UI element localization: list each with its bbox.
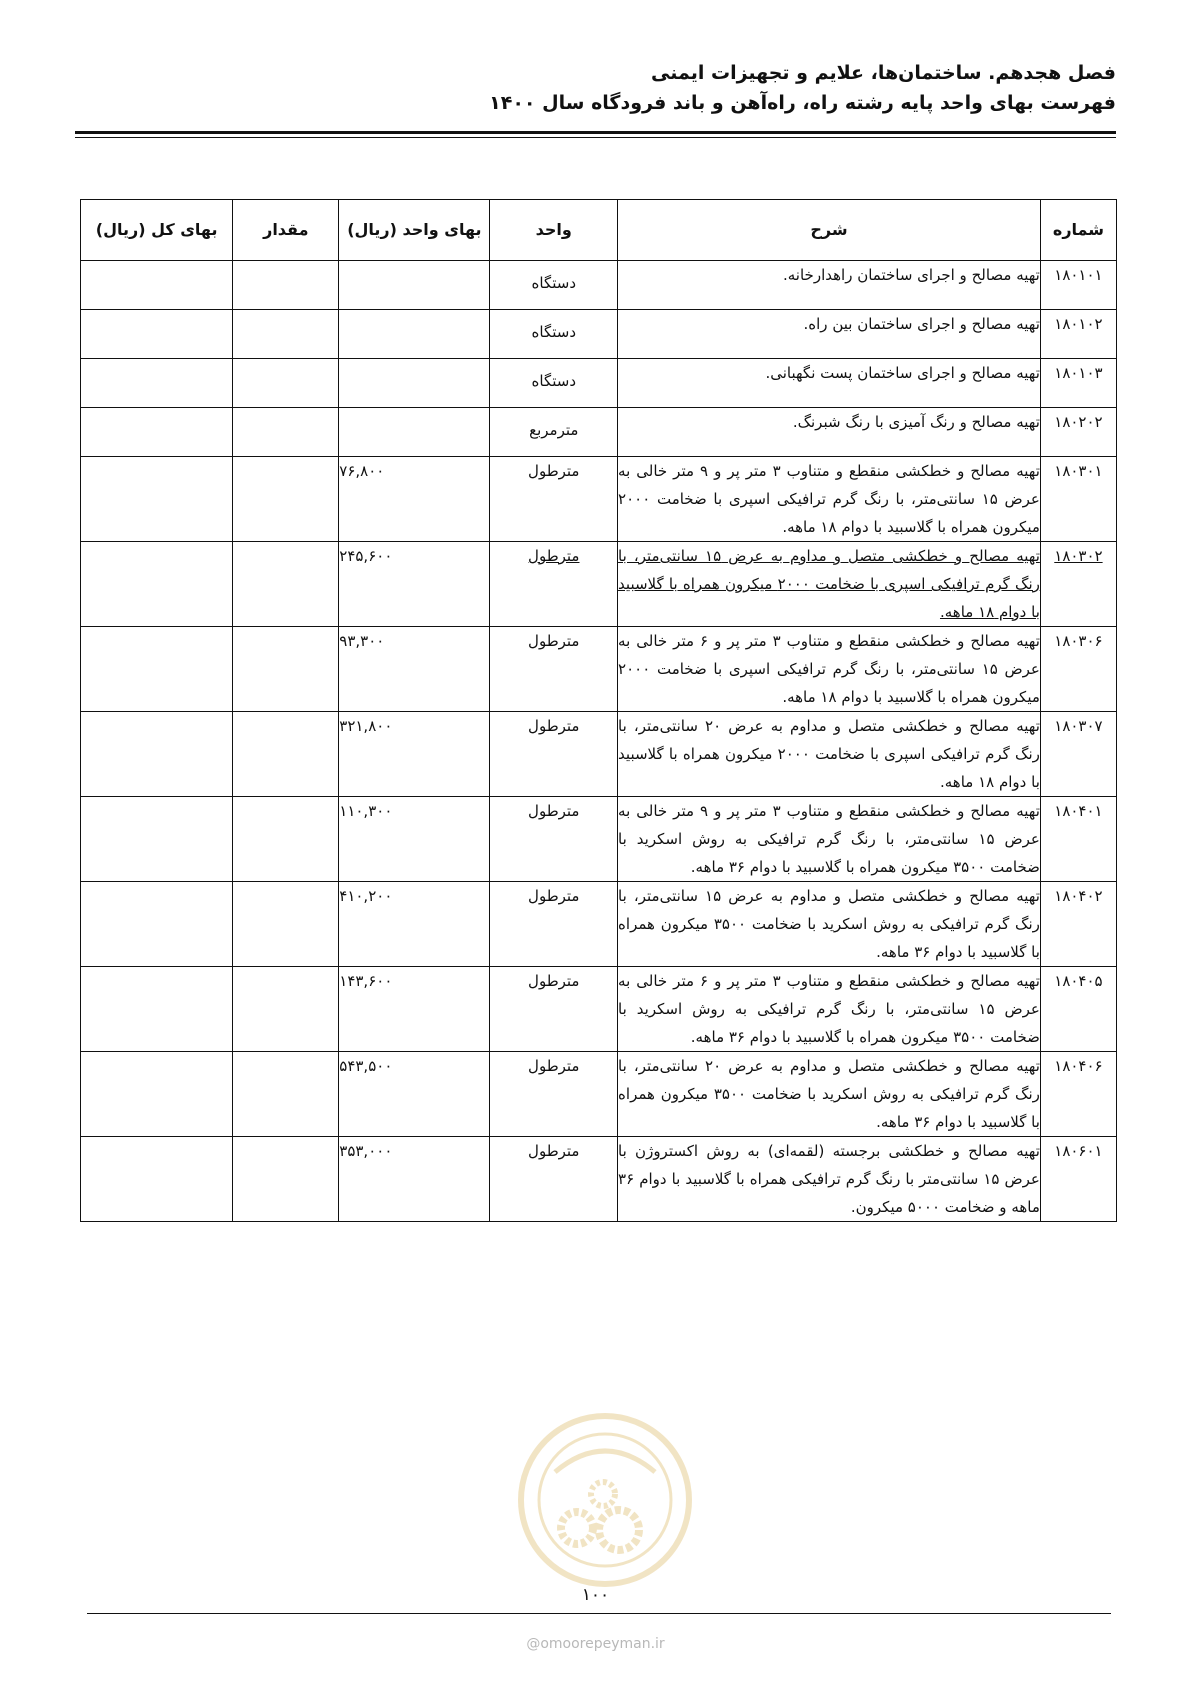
row-quantity: [233, 1137, 339, 1222]
row-description: تهیه مصالح و خطکشی منقطع و متناوب ۳ متر پر و ۹ متر خالی به عرض ۱۵ سانتی‌متر، با رنگ گرم ترافیکی به روش اسکرید با ضخامت ۳۵۰۰ میکرون همراه با گلاسبید با دوام ۳۶ ماهه.: [618, 797, 1041, 882]
table-row: [81, 627, 1117, 712]
row-description: تهیه مصالح و خطکشی برجسته (لقمه‌ای) به روش اکستروژن با عرض ۱۵ سانتی‌متر با رنگ گرم ترافیکی همراه با گلاسبید با دوام ۳۶ ماهه و ضخامت ۵۰۰۰ میکرون.: [618, 1137, 1041, 1222]
table-row: [81, 797, 1117, 882]
row-quantity: [233, 359, 339, 408]
row-unit-price: [339, 408, 490, 457]
row-total-price: [81, 882, 233, 967]
row-quantity: [233, 712, 339, 797]
row-description: تهیه مصالح و اجرای ساختمان بین راه.: [618, 310, 1041, 359]
row-code: ۱۸۰۳۰۶: [1040, 627, 1116, 712]
row-total-price: [81, 310, 233, 359]
row-quantity: [233, 627, 339, 712]
row-unit: مترطول: [490, 967, 618, 1052]
row-unit-price: ۱۴۳,۶۰۰: [339, 967, 490, 1052]
row-description: تهیه مصالح و اجرای ساختمان راهدارخانه.: [618, 261, 1041, 310]
list-title: فهرست بهای واحد پایه رشته راه، راه‌آهن و باند فرودگاه سال ۱۴۰۰: [489, 92, 1116, 114]
column-header-unit: واحد: [490, 200, 618, 261]
row-unit: مترطول: [490, 542, 618, 627]
row-unit-price: ۱۱۰,۳۰۰: [339, 797, 490, 882]
row-unit-price: ۵۴۳,۵۰۰: [339, 1052, 490, 1137]
row-unit-price: ۳۲۱,۸۰۰: [339, 712, 490, 797]
website-watermark: @omoorepeyman.ir: [526, 1636, 665, 1652]
row-code: ۱۸۰۳۰۲: [1040, 542, 1116, 627]
row-unit: مترطول: [490, 457, 618, 542]
row-code: ۱۸۰۱۰۳: [1040, 359, 1116, 408]
row-description: تهیه مصالح و رنگ آمیزی با رنگ شبرنگ.: [618, 408, 1041, 457]
footer-rule: [87, 1613, 1111, 1614]
table-row: [81, 261, 1117, 310]
row-unit-price: ۷۶,۸۰۰: [339, 457, 490, 542]
table-row: [81, 310, 1117, 359]
row-code: ۱۸۰۴۰۶: [1040, 1052, 1116, 1137]
row-unit-price: ۹۳,۳۰۰: [339, 627, 490, 712]
price-table: [80, 199, 1117, 1222]
row-unit: مترطول: [490, 627, 618, 712]
row-description: تهیه مصالح و خطکشی متصل و مداوم به عرض ۱۵ سانتی‌متر، با رنگ گرم ترافیکی اسپری با ضخامت ۲۰۰۰ میکرون همراه با گلاسبید با دوام ۱۸ ماهه.: [618, 542, 1041, 627]
table-row: [81, 408, 1117, 457]
row-unit: مترطول: [490, 797, 618, 882]
row-total-price: [81, 457, 233, 542]
page-number: ۱۰۰: [581, 1585, 610, 1605]
row-quantity: [233, 797, 339, 882]
row-code: ۱۸۰۴۰۲: [1040, 882, 1116, 967]
row-total-price: [81, 542, 233, 627]
row-total-price: [81, 261, 233, 310]
row-quantity: [233, 408, 339, 457]
row-total-price: [81, 967, 233, 1052]
row-description: تهیه مصالح و خطکشی منقطع و متناوب ۳ متر پر و ۶ متر خالی به عرض ۱۵ سانتی‌متر، با رنگ گرم ترافیکی به روش اسکرید با ضخامت ۳۵۰۰ میکرون همراه با گلاسبید با دوام ۳۶ ماهه.: [618, 967, 1041, 1052]
row-description: تهیه مصالح و خطکشی متصل و مداوم به عرض ۲۰ سانتی‌متر، با رنگ گرم ترافیکی اسپری با ضخامت ۲۰۰۰ میکرون همراه با گلاسبید با دوام ۱۸ ماهه.: [618, 712, 1041, 797]
header-rule-thick: [75, 131, 1116, 134]
row-quantity: [233, 261, 339, 310]
row-quantity: [233, 542, 339, 627]
row-unit-price: ۳۵۳,۰۰۰: [339, 1137, 490, 1222]
row-unit: مترطول: [490, 712, 618, 797]
row-total-price: [81, 797, 233, 882]
row-code: ۱۸۰۴۰۵: [1040, 967, 1116, 1052]
row-unit: دستگاه: [490, 261, 618, 310]
row-unit-price: ۲۴۵,۶۰۰: [339, 542, 490, 627]
row-quantity: [233, 457, 339, 542]
column-header-total-price: بهای کل (ریال): [81, 200, 233, 261]
row-description: تهیه مصالح و خطکشی منقطع و متناوب ۳ متر پر و ۹ متر خالی به عرض ۱۵ سانتی‌متر، با رنگ گرم ترافیکی اسپری با ضخامت ۲۰۰۰ میکرون همراه با گلاسبید با دوام ۱۸ ماهه.: [618, 457, 1041, 542]
row-description: تهیه مصالح و خطکشی متصل و مداوم به عرض ۱۵ سانتی‌متر، با رنگ گرم ترافیکی به روش اسکرید با ضخامت ۳۵۰۰ میکرون همراه با گلاسبید با دوام ۳۶ ماهه.: [618, 882, 1041, 967]
row-unit: مترطول: [490, 882, 618, 967]
row-unit-price: [339, 310, 490, 359]
column-header-description: شرح: [618, 200, 1041, 261]
row-unit-price: [339, 359, 490, 408]
row-description: تهیه مصالح و خطکشی متصل و مداوم به عرض ۲۰ سانتی‌متر، با رنگ گرم ترافیکی به روش اسکرید با ضخامت ۳۵۰۰ میکرون همراه با گلاسبید با دوام ۳۶ ماهه.: [618, 1052, 1041, 1137]
page-header: [75, 58, 1116, 118]
table-row: [81, 359, 1117, 408]
table-row: [81, 542, 1117, 627]
row-total-price: [81, 359, 233, 408]
row-unit: مترطول: [490, 1137, 618, 1222]
row-unit: مترطول: [490, 1052, 618, 1137]
row-total-price: [81, 627, 233, 712]
row-code: ۱۸۰۲۰۲: [1040, 408, 1116, 457]
row-unit: مترمربع: [490, 408, 618, 457]
row-quantity: [233, 882, 339, 967]
row-total-price: [81, 1052, 233, 1137]
row-code: ۱۸۰۳۰۱: [1040, 457, 1116, 542]
table-row: [81, 457, 1117, 542]
table-row: [81, 967, 1117, 1052]
table-row: [81, 1052, 1117, 1137]
table-row: [81, 1137, 1117, 1222]
row-total-price: [81, 408, 233, 457]
row-description: تهیه مصالح و اجرای ساختمان پست نگهبانی.: [618, 359, 1041, 408]
header-rule-thin: [75, 137, 1116, 138]
row-quantity: [233, 967, 339, 1052]
row-code: ۱۸۰۳۰۷: [1040, 712, 1116, 797]
row-total-price: [81, 1137, 233, 1222]
table-row: [81, 712, 1117, 797]
row-code: ۱۸۰۴۰۱: [1040, 797, 1116, 882]
row-quantity: [233, 310, 339, 359]
table-header-row: [81, 200, 1117, 261]
table-row: [81, 882, 1117, 967]
chapter-title: فصل هجدهم. ساختمان‌ها، علایم و تجهیزات ایمنی: [651, 62, 1116, 84]
row-code: ۱۸۰۱۰۲: [1040, 310, 1116, 359]
column-header-unit-price: بهای واحد (ریال): [339, 200, 490, 261]
row-code: ۱۸۰۶۰۱: [1040, 1137, 1116, 1222]
row-description: تهیه مصالح و خطکشی منقطع و متناوب ۳ متر پر و ۶ متر خالی به عرض ۱۵ سانتی‌متر، با رنگ گرم ترافیکی اسپری با ضخامت ۲۰۰۰ میکرون همراه با گلاسبید با دوام ۱۸ ماهه.: [618, 627, 1041, 712]
row-unit-price: [339, 261, 490, 310]
column-header-quantity: مقدار: [233, 200, 339, 261]
row-code: ۱۸۰۱۰۱: [1040, 261, 1116, 310]
row-unit-price: ۴۱۰,۲۰۰: [339, 882, 490, 967]
row-unit: دستگاه: [490, 310, 618, 359]
column-header-code: شماره: [1040, 200, 1116, 261]
row-total-price: [81, 712, 233, 797]
watermark-seal-icon: [515, 1410, 695, 1590]
row-unit: دستگاه: [490, 359, 618, 408]
row-quantity: [233, 1052, 339, 1137]
